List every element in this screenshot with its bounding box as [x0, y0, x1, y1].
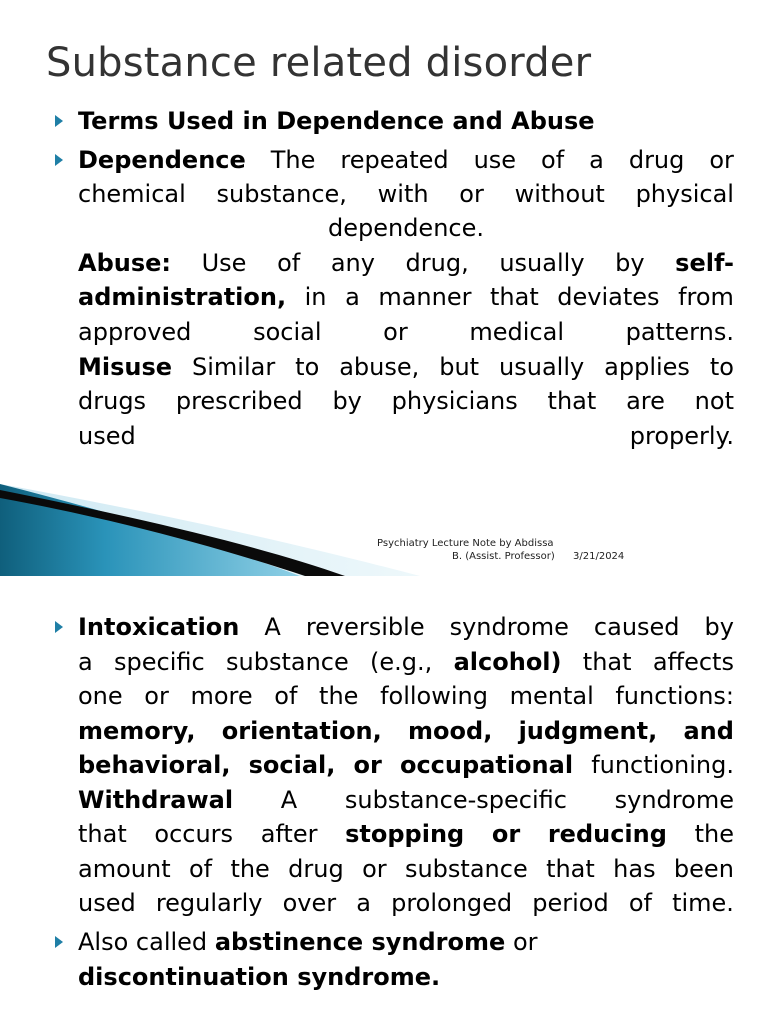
word: of	[628, 889, 652, 917]
word: applies	[604, 353, 690, 381]
word-bold: memory,	[78, 717, 196, 745]
word: that	[489, 283, 539, 311]
word: caused	[593, 613, 680, 641]
word: (e.g.,	[370, 648, 433, 676]
word: from	[678, 283, 734, 311]
word: drugs	[78, 387, 147, 415]
text-line	[78, 280, 734, 314]
word-bold: and	[683, 717, 734, 745]
term-intoxication: Intoxication	[78, 613, 240, 641]
word: reversible	[305, 613, 425, 641]
word: mental	[509, 682, 594, 710]
word: drug	[628, 146, 685, 174]
section-heading: Terms Used in Dependence and Abuse	[78, 107, 595, 135]
word: are	[626, 387, 665, 415]
word-bold: judgment,	[518, 717, 658, 745]
word: period	[532, 889, 609, 917]
bullet-arrow-icon	[54, 621, 64, 633]
word: or	[512, 928, 538, 956]
word: Also	[78, 928, 129, 956]
word-bold: orientation,	[221, 717, 382, 745]
word: physical	[635, 180, 734, 208]
footer-date: 3/21/2024	[573, 551, 625, 562]
text-line	[78, 817, 734, 851]
text-line	[78, 384, 734, 418]
term-misuse: Misuse	[78, 353, 173, 381]
bullet-arrow-icon	[54, 115, 64, 127]
word: by	[615, 249, 645, 277]
word: or	[383, 318, 408, 346]
footer-author-title: B. (Assist. Professor)	[452, 551, 555, 562]
word: substance	[404, 855, 528, 883]
word: that	[582, 648, 632, 676]
word: time.	[672, 889, 734, 917]
word: not	[694, 387, 734, 415]
slide-swoosh-decoration	[0, 484, 768, 576]
word: or	[144, 682, 169, 710]
text-line	[78, 960, 440, 994]
word: dependence.	[327, 214, 484, 242]
word: used	[78, 422, 136, 450]
text-line	[78, 177, 734, 211]
word: syndrome	[614, 786, 734, 814]
word: to	[295, 353, 320, 381]
word: a	[356, 889, 371, 917]
word: the	[694, 820, 734, 848]
text-line	[78, 315, 734, 349]
word-bold: mood,	[408, 717, 493, 745]
word-bold: or	[491, 820, 521, 848]
word: of	[274, 682, 298, 710]
word: abuse,	[339, 353, 420, 381]
word: drug	[288, 855, 344, 883]
word: or	[362, 855, 387, 883]
word: with	[377, 180, 429, 208]
word: the	[319, 682, 359, 710]
word: use	[473, 146, 517, 174]
word: amount	[78, 855, 171, 883]
term-dependence: Dependence	[78, 146, 246, 174]
word: substance,	[216, 180, 347, 208]
text-line	[78, 925, 538, 959]
bullet-arrow-icon	[54, 936, 64, 948]
word-bold: administration,	[78, 283, 287, 311]
word: drug,	[405, 249, 469, 277]
word-bold: alcohol)	[453, 648, 562, 676]
word: following	[380, 682, 488, 710]
term-abstinence-syndrome: abstinence syndrome	[214, 928, 506, 956]
word: a	[78, 648, 93, 676]
word: been	[673, 855, 734, 883]
word: usually	[499, 249, 585, 277]
footer-author: Psychiatry Lecture Note by Abdissa	[377, 538, 554, 549]
word: or	[709, 146, 734, 174]
word: deviates	[557, 283, 660, 311]
word: by	[332, 387, 362, 415]
term-abuse: Abuse:	[78, 249, 171, 277]
word: Use	[201, 249, 247, 277]
word: but	[439, 353, 480, 381]
text-line	[78, 645, 734, 679]
text-line	[78, 610, 734, 644]
word: A	[280, 786, 298, 814]
word: prescribed	[175, 387, 303, 415]
word: repeated	[340, 146, 449, 174]
term-withdrawal: Withdrawal	[78, 786, 234, 814]
word-bold: or	[353, 751, 382, 779]
word-bold: occupational	[399, 751, 574, 779]
word: called	[135, 928, 208, 956]
bullet-arrow-icon	[54, 154, 64, 166]
word: used	[78, 889, 136, 917]
word: syndrome	[449, 613, 569, 641]
word: of	[277, 249, 301, 277]
word: that	[78, 820, 127, 848]
word: of	[541, 146, 565, 174]
text-line	[78, 714, 734, 748]
word: after	[260, 820, 318, 848]
word: has	[613, 855, 656, 883]
word: without	[514, 180, 605, 208]
word: in	[304, 283, 327, 311]
word-bold: reducing	[547, 820, 667, 848]
word: properly.	[629, 422, 734, 450]
text-line	[78, 679, 734, 713]
word: Similar	[192, 353, 276, 381]
word-bold: self-	[675, 249, 734, 277]
word: to	[709, 353, 734, 381]
word-bold: stopping	[345, 820, 465, 848]
text-line	[78, 419, 734, 453]
text-line	[78, 886, 734, 920]
word: that	[546, 855, 595, 883]
word: patterns.	[625, 318, 734, 346]
word: The	[270, 146, 316, 174]
word: the	[230, 855, 270, 883]
word: social	[253, 318, 322, 346]
word: a	[345, 283, 360, 311]
word: affects	[652, 648, 734, 676]
term-discontinuation-syndrome: discontinuation syndrome.	[78, 963, 441, 991]
text-line	[78, 143, 734, 177]
word: any	[330, 249, 375, 277]
word: functions:	[615, 682, 734, 710]
text-line	[78, 350, 734, 384]
word: that	[547, 387, 597, 415]
word-bold: behavioral,	[78, 751, 231, 779]
slide-2	[0, 576, 768, 1024]
word: physicians	[391, 387, 518, 415]
text-line	[78, 246, 734, 280]
word: chemical	[78, 180, 186, 208]
word: manner	[378, 283, 472, 311]
text-line	[78, 852, 734, 886]
word-bold: social,	[248, 751, 336, 779]
text-line	[78, 104, 595, 138]
word: usually	[499, 353, 585, 381]
word: of	[188, 855, 213, 883]
word: medical	[469, 318, 564, 346]
word: substance-specific	[344, 786, 567, 814]
word: a	[589, 146, 604, 174]
word: specific	[114, 648, 205, 676]
word: regularly	[155, 889, 263, 917]
word: functioning.	[591, 751, 734, 779]
word: occurs	[154, 820, 234, 848]
word: one	[78, 682, 123, 710]
word: over	[282, 889, 337, 917]
word: by	[704, 613, 734, 641]
text-line	[78, 748, 734, 782]
word: or	[459, 180, 484, 208]
word: substance	[226, 648, 349, 676]
slide-title: Substance related disorder	[46, 40, 592, 86]
word: prolonged	[391, 889, 513, 917]
word: approved	[78, 318, 192, 346]
word: more	[190, 682, 253, 710]
word: A	[264, 613, 281, 641]
text-line	[78, 211, 734, 245]
text-line	[78, 783, 734, 817]
